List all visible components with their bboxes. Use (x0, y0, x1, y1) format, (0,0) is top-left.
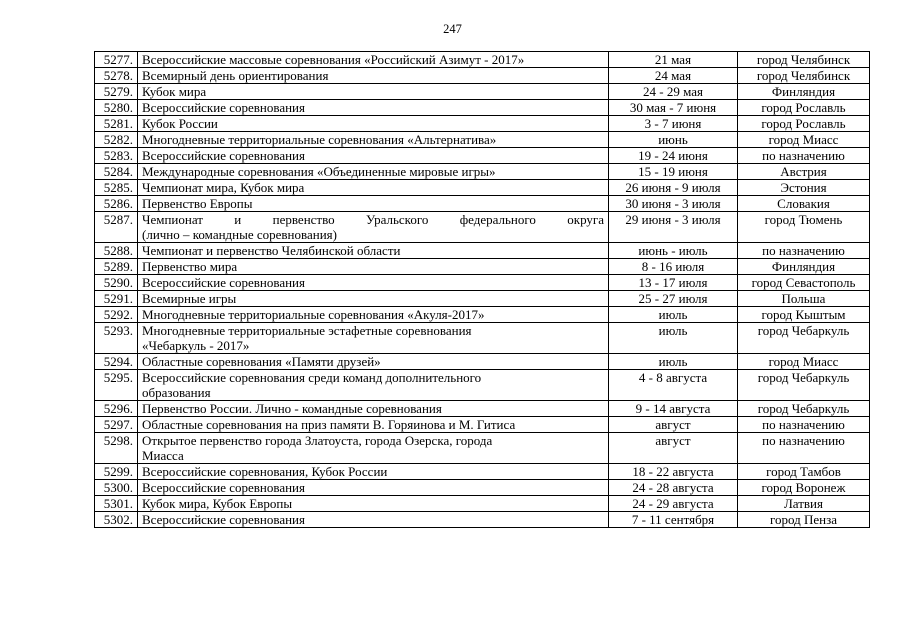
table-row (95, 212, 870, 243)
event-date: 30 мая - 7 июня (609, 100, 738, 116)
event-date: 18 - 22 августа (609, 464, 738, 480)
event-name: Чемпионат мира, Кубок мира (138, 180, 609, 196)
event-place: город Рославль (738, 100, 870, 116)
event-number: 5289. (95, 259, 138, 275)
event-number: 5292. (95, 307, 138, 323)
table-row (95, 291, 870, 307)
table-row (95, 52, 870, 68)
event-number: 5277. (95, 52, 138, 68)
event-place: город Севастополь (738, 275, 870, 291)
table-row (95, 433, 870, 464)
event-date: 26 июня - 9 июля (609, 180, 738, 196)
event-number: 5295. (95, 370, 138, 401)
event-place: Финляндия (738, 259, 870, 275)
event-name (138, 323, 609, 354)
event-place: Словакия (738, 196, 870, 212)
event-name: Первенство России. Лично - командные соревнования (138, 401, 609, 417)
table-row (95, 512, 870, 528)
event-name-line: Чемпионат и первенство Уральского федерального округа (142, 212, 604, 227)
event-name-line: «Чебаркуль - 2017» (142, 338, 250, 353)
event-number: 5297. (95, 417, 138, 433)
event-place: Финляндия (738, 84, 870, 100)
event-date: июль (609, 354, 738, 370)
event-name: Всероссийские соревнования (138, 512, 609, 528)
event-number: 5287. (95, 212, 138, 243)
event-name: Международные соревнования «Объединенные мировые игры» (138, 164, 609, 180)
event-date: 21 мая (609, 52, 738, 68)
event-place: город Челябинск (738, 68, 870, 84)
event-date: 30 июня - 3 июля (609, 196, 738, 212)
event-place: город Тюмень (738, 212, 870, 243)
event-name: Кубок мира, Кубок Европы (138, 496, 609, 512)
event-name (138, 212, 609, 243)
table-row (95, 132, 870, 148)
table-row (95, 401, 870, 417)
event-date: август (609, 417, 738, 433)
event-number: 5302. (95, 512, 138, 528)
table-row (95, 259, 870, 275)
event-date: 3 - 7 июня (609, 116, 738, 132)
event-place: Эстония (738, 180, 870, 196)
event-place: город Чебаркуль (738, 370, 870, 401)
event-number: 5296. (95, 401, 138, 417)
event-number: 5283. (95, 148, 138, 164)
event-number: 5279. (95, 84, 138, 100)
table-row (95, 417, 870, 433)
event-name: Кубок мира (138, 84, 609, 100)
event-date: 24 - 28 августа (609, 480, 738, 496)
event-place: Польша (738, 291, 870, 307)
event-date: 7 - 11 сентября (609, 512, 738, 528)
event-name: Первенство Европы (138, 196, 609, 212)
event-name: Всероссийские соревнования (138, 100, 609, 116)
table-row (95, 148, 870, 164)
event-name: Всемирный день ориентирования (138, 68, 609, 84)
event-number: 5281. (95, 116, 138, 132)
event-number: 5278. (95, 68, 138, 84)
event-place: город Миасс (738, 354, 870, 370)
table-row (95, 68, 870, 84)
event-number: 5300. (95, 480, 138, 496)
table-row (95, 84, 870, 100)
event-name: Областные соревнования на приз памяти В. Горяинова и М. Гитиса (138, 417, 609, 433)
event-place: по назначению (738, 433, 870, 464)
competition-schedule-table (94, 51, 870, 528)
event-number: 5285. (95, 180, 138, 196)
table-row (95, 100, 870, 116)
event-place: город Пенза (738, 512, 870, 528)
event-place: по назначению (738, 148, 870, 164)
event-date: 29 июня - 3 июля (609, 212, 738, 243)
table-row (95, 243, 870, 259)
event-name: Первенство мира (138, 259, 609, 275)
event-name: Всероссийские соревнования (138, 148, 609, 164)
event-place: город Чебаркуль (738, 401, 870, 417)
table-row (95, 275, 870, 291)
event-number: 5290. (95, 275, 138, 291)
event-place: город Чебаркуль (738, 323, 870, 354)
event-name: Областные соревнования «Памяти друзей» (138, 354, 609, 370)
event-place: по назначению (738, 417, 870, 433)
event-name: Всероссийские соревнования (138, 275, 609, 291)
event-name-line: Миасса (142, 448, 184, 463)
event-place: город Челябинск (738, 52, 870, 68)
table-row (95, 196, 870, 212)
schedule-body (95, 52, 870, 528)
event-place: город Тамбов (738, 464, 870, 480)
event-number: 5299. (95, 464, 138, 480)
event-name: Всероссийские соревнования, Кубок России (138, 464, 609, 480)
table-row (95, 464, 870, 480)
event-date: 19 - 24 июня (609, 148, 738, 164)
event-date: 4 - 8 августа (609, 370, 738, 401)
event-date: 9 - 14 августа (609, 401, 738, 417)
event-number: 5286. (95, 196, 138, 212)
event-number: 5301. (95, 496, 138, 512)
page-number: 247 (443, 22, 462, 36)
event-date: 24 - 29 мая (609, 84, 738, 100)
event-place: город Миасс (738, 132, 870, 148)
event-number: 5294. (95, 354, 138, 370)
table-row (95, 323, 870, 354)
event-number: 5288. (95, 243, 138, 259)
event-name-line: (лично – командные соревнования) (142, 227, 337, 242)
event-date: июнь - июль (609, 243, 738, 259)
event-name-line: образования (142, 385, 211, 400)
event-date: 24 мая (609, 68, 738, 84)
table-row (95, 116, 870, 132)
event-date: 8 - 16 июля (609, 259, 738, 275)
event-name: Кубок России (138, 116, 609, 132)
event-number: 5291. (95, 291, 138, 307)
event-number: 5282. (95, 132, 138, 148)
event-name-line: Многодневные территориальные эстафетные соревнования (142, 323, 472, 338)
event-place: город Рославль (738, 116, 870, 132)
table-row (95, 354, 870, 370)
table-row (95, 496, 870, 512)
event-place: город Воронеж (738, 480, 870, 496)
event-date: июль (609, 323, 738, 354)
event-name: Всероссийские соревнования (138, 480, 609, 496)
event-name (138, 370, 609, 401)
event-name: Всемирные игры (138, 291, 609, 307)
event-place: по назначению (738, 243, 870, 259)
event-name: Чемпионат и первенство Челябинской области (138, 243, 609, 259)
table-row (95, 180, 870, 196)
event-place: Австрия (738, 164, 870, 180)
table-row (95, 307, 870, 323)
event-date: август (609, 433, 738, 464)
table-row (95, 370, 870, 401)
event-date: 13 - 17 июля (609, 275, 738, 291)
event-date: 24 - 29 августа (609, 496, 738, 512)
event-name-line: Всероссийские соревнования среди команд дополнительного (142, 370, 482, 385)
event-date: 25 - 27 июля (609, 291, 738, 307)
event-name-line: Открытое первенство города Златоуста, города Озерска, города (142, 433, 493, 448)
table-row (95, 164, 870, 180)
event-date: июнь (609, 132, 738, 148)
table-row (95, 480, 870, 496)
event-number: 5280. (95, 100, 138, 116)
event-number: 5298. (95, 433, 138, 464)
event-name: Всероссийские массовые соревнования «Российский Азимут - 2017» (138, 52, 609, 68)
event-place: Латвия (738, 496, 870, 512)
event-name: Многодневные территориальные соревнования «Акуля-2017» (138, 307, 609, 323)
event-number: 5293. (95, 323, 138, 354)
event-date: июль (609, 307, 738, 323)
event-name (138, 433, 609, 464)
event-date: 15 - 19 июня (609, 164, 738, 180)
event-place: город Кыштым (738, 307, 870, 323)
event-name: Многодневные территориальные соревнования «Альтернатива» (138, 132, 609, 148)
event-number: 5284. (95, 164, 138, 180)
